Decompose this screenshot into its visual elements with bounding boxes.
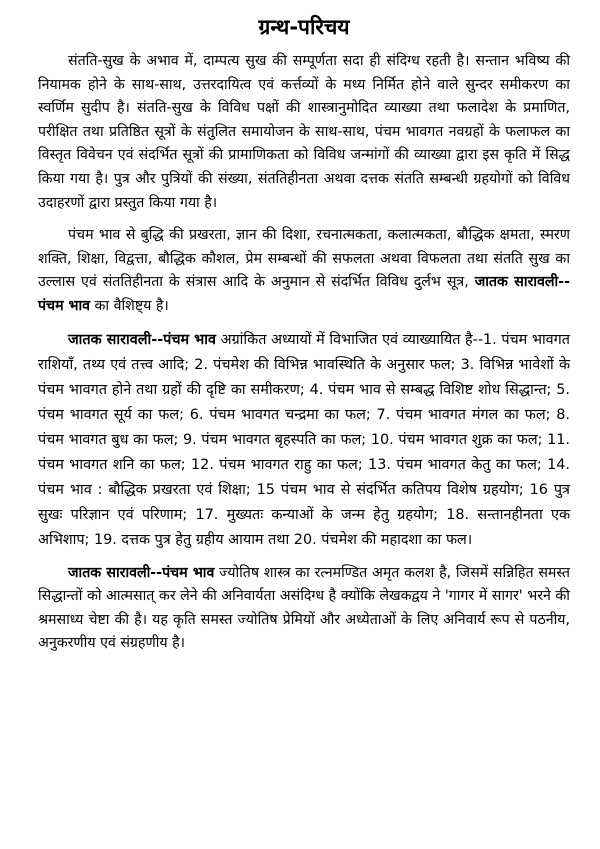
- chapter-list-text: अग्रांकित अध्यायों में विभाजित एवं व्याख्यायित है--1. पंचम भावगत राशियाँ, तथ्य एवं तत्त्व आदि; 2. पंचमेश की विभिन्न भावस्थिति के अनुसार फल; 3. विभिन्न भावेशों के पंचम भावगत होने तथा ग्रहों की दृष्टि का समीकरण; 4. पंचम भाव से सम्बद्ध विशिष्ट शोध सिद्धान्त; 5. पंचम भावगत सूर्य का फल; 6. पंचम भावगत चन्द्रमा का फल; 7. पंचम भावगत मंगल का फल; 8. पंचम भावगत बुध का फल; 9. पंचम भावगत बृहस्पति का फल; 10. पंचम भावगत शुक्र का फल; 11. पंचम भावगत शनि का फल; 12. पंचम भावगत राहु का फल; 13. पंचम भावगत केतु का फल; 14. पंचम भाव : बौद्धिक प्रखरता एवं शिक्षा; 15 पंचम भाव से संदर्भित कतिपय विशेष ग्रहयोग; 16 पुत्र सुखः परिज्ञान एवं परिणाम; 17. मुख्यतः कन्याओं के जन्म हेतु ग्रहयोग; 18. सन्तानहीनता एक अभिशाप; 19. दत्तक पुत्र हेतु ग्रहीय आयाम तथा 20. पंचमेश की महादशा का फल।: [38, 331, 570, 548]
- intro-paragraph: [38, 50, 570, 215]
- paragraph-text: संतति-सुख के अभाव में, दाम्पत्य सुख की सम्पूर्णता सदा ही संदिग्ध रहती है। सन्तान भविष्य की नियामक होने के साथ-साथ, उत्तरदायित्व एवं कर्त्तव्यों के मध्य निर्मित होने वाले सुन्दर समीकरण का स्वर्णिम सुदीप है। संतति-सुख के विविध पक्षों की शास्त्रानुमोदित व्याख्या तथा फलादेश के प्रमाणित, परीक्षित तथा प्रतिष्ठित सूत्रों के संतुलित समायोजन के साथ-साथ, पंचम भावगत नवग्रहों के फलाफल का विस्तृत विवेचन एवं संदर्भित सूत्रों की प्रामाणिकता को विविध जन्मांगों की व्याख्या द्वारा इस कृति में सिद्ध किया गया है। पुत्र और पुत्रियों की संख्या, संततिहीनता अथवा दत्तक संतति सम्बन्धी ग्रहयोगों को विविध उदाहरणों द्वारा प्रस्तुत किया गया है।: [38, 53, 570, 211]
- chapters-paragraph: [38, 328, 570, 553]
- document-page: [38, 12, 570, 656]
- book-title-bold: जातक सारावली--पंचम भाव: [68, 331, 216, 348]
- fifth-house-qualities-paragraph: [38, 224, 570, 318]
- paragraph-text: पंचम भाव से बुद्धि की प्रखरता, ज्ञान की दिशा, रचनात्मकता, कलात्मकता, बौद्धिक क्षमता, स्मरण शक्ति, शिक्षा, विद्वत्ता, बौद्धिक कौशल, प्रेम सम्बन्धों की सफलता अथवा विफलता तथा संतति सुख का उल्लास एवं संततिहीनता के संत्रास आदि के अनुमान से संदर्भित विविध दुर्लभ सूत्र,: [38, 227, 570, 291]
- paragraph-text: ज्योतिष शास्त्र का रत्नमण्डित अमृत कलश है, जिसमें सन्निहित समस्त सिद्धान्तों को आत्मसात् कर लेने की अनिवार्यता असंदिग्ध है क्योंकि लेखकद्वय ने 'गागर में सागर' भरने की श्रमसाध्य चेष्टा की है। यह कृति समस्त ज्योतिष प्रेमियों और अध्येताओं के लिए अनिवार्य रूप से पठनीय, अनुकरणीय एवं संग्रहणीय है।: [38, 564, 570, 652]
- book-title-bold: जातक सारावली--पंचम भाव: [68, 564, 215, 581]
- closing-paragraph: [38, 562, 570, 656]
- page-title: ग्रन्थ-परिचय: [258, 15, 350, 39]
- book-title-bold: जातक सारावली--पंचम भाव: [38, 274, 571, 314]
- paragraph-text: का वैशिष्ट्य है।: [90, 297, 169, 314]
